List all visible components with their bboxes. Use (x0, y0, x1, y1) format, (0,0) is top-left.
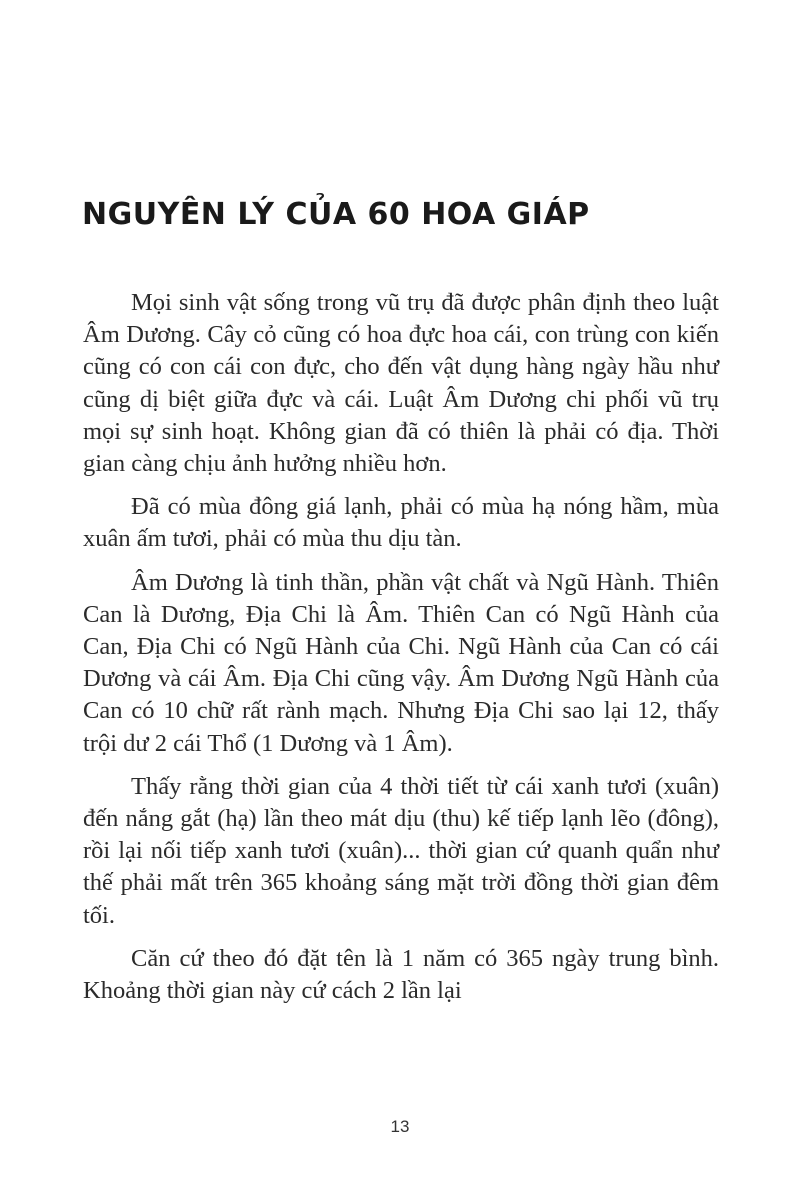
paragraph: Âm Dương là tinh thần, phần vật chất và Ngũ Hành. Thiên Can là Dương, Địa Chi là Âm. Thiên Can có Ngũ Hành của Can, Địa Chi có Ngũ Hành của Chi. Ngũ Hành của Can có cái Dương và cái Âm. Địa Chi cũng vậy. Âm Dương Ngũ Hành của Can có 10 chữ rất rành mạch. Nhưng Địa Chi sao lại 12, thấy trội dư 2 cái Thổ (1 Dương và 1 Âm). (83, 568, 719, 757)
paragraph: Mọi sinh vật sống trong vũ trụ đã được phân định theo luật Âm Dương. Cây cỏ cũng có hoa đực hoa cái, con trùng con kiến cũng có con cái con đực, cho đến vật dụng hàng ngày hầu như cũng dị biệt giữa đực và cái. Luật Âm Dương chi phối vũ trụ mọi sự sinh hoạt. Không gian đã có thiên là phải có địa. Thời gian càng chịu ảnh hưởng nhiều hơn. (83, 289, 719, 478)
page-number: 13 (390, 1117, 410, 1136)
chapter-title: NGUYÊN LÝ CỦA 60 HOA GIÁP (82, 197, 590, 232)
body-text (83, 287, 719, 1018)
paragraph: Thấy rằng thời gian của 4 thời tiết từ cái xanh tươi (xuân) đến nắng gắt (hạ) lần theo mát dịu (thu) kế tiếp lạnh lẽo (đông), rồi lại nối tiếp xanh tươi (xuân)... thời gian cứ quanh quẩn như thế phải mất trên 365 khoảng sáng mặt trời đồng thời gian đêm tối. (83, 772, 719, 929)
paragraph: Căn cứ theo đó đặt tên là 1 năm có 365 ngày trung bình. Khoảng thời gian này cứ cách 2 lần lại (83, 944, 719, 1005)
paragraph: Đã có mùa đông giá lạnh, phải có mùa hạ nóng hầm, mùa xuân ấm tươi, phải có mùa thu dịu tàn. (83, 493, 719, 553)
